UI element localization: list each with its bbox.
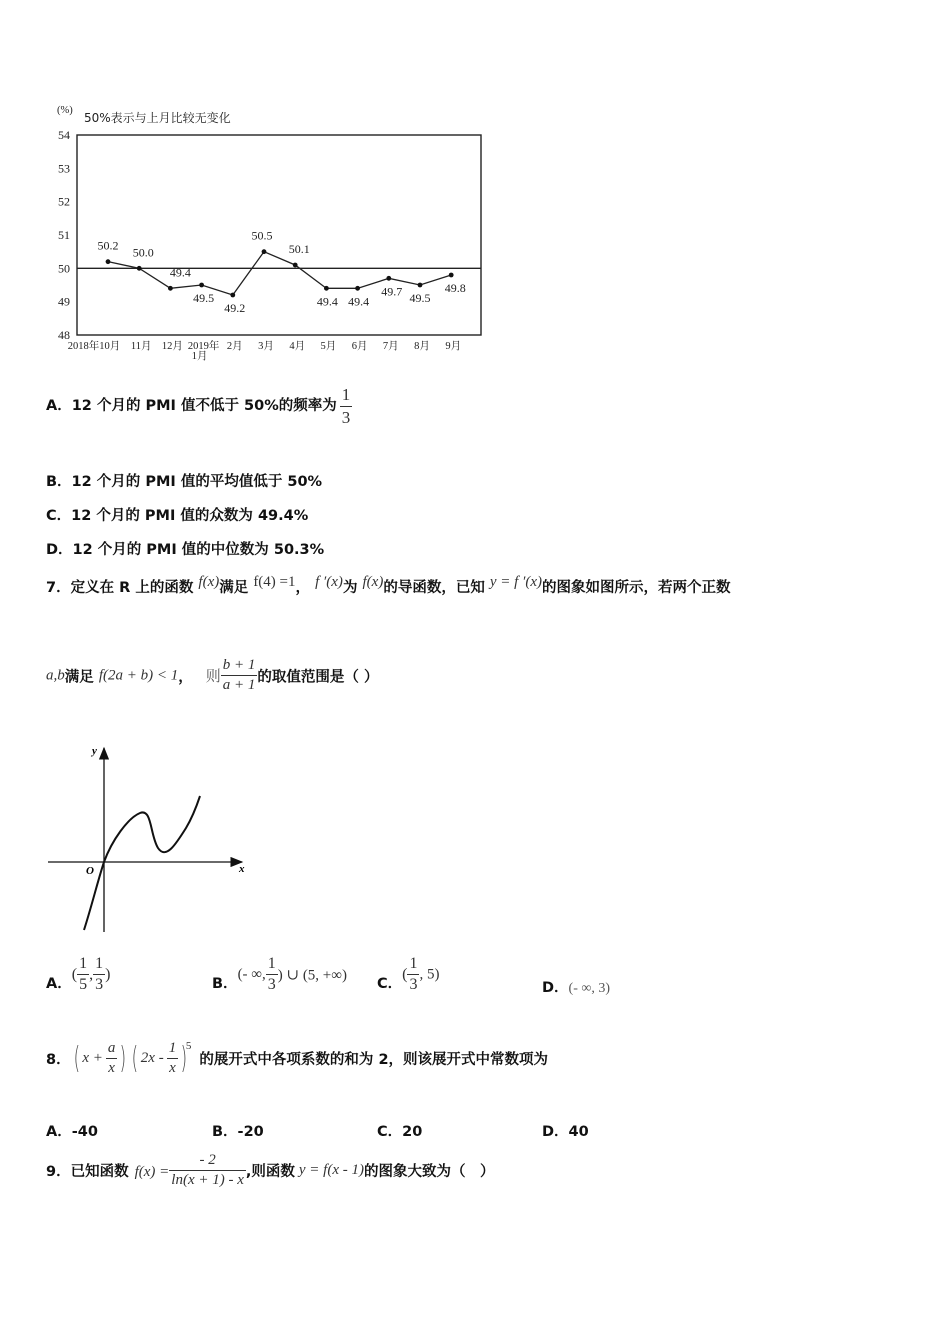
q8-option-d: D．40 [542, 1124, 589, 1140]
q7-option-c: C．( $\frac{1}{3}$ , 5) [377, 955, 440, 994]
x-tick-label: 5月 [320, 341, 337, 352]
y-tick-label: 52 [58, 194, 70, 209]
q9-function-fraction: $\frac{- 2}{\ln(x + 1) - x}$ [171, 1152, 244, 1189]
chart-plot-frame [77, 135, 481, 335]
y-axis-ticks [58, 128, 70, 342]
x-tick-label: 4月 [289, 341, 306, 352]
data-label: 49.4 [169, 265, 191, 280]
q6-option-b: B．12 个月的 PMI 值的平均值低于 50% [46, 474, 323, 490]
q7-option-d: D．(- ∞, 3) [542, 980, 611, 996]
q7-option-b: B．(- ∞, $\frac{1}{3}$ ) ∪ (5, +∞) [212, 955, 347, 994]
graph-y-label: y [92, 745, 97, 757]
q8-option-a: A．-40 [46, 1124, 98, 1140]
data-point [324, 286, 329, 291]
x-tick-label: 7月 [382, 341, 399, 352]
data-label: 50.0 [132, 245, 154, 260]
data-point [137, 266, 142, 271]
chart-note: 50%表示与上月比较无变化 [84, 111, 231, 125]
graph-x-label: x [239, 863, 245, 875]
data-point [262, 249, 267, 254]
data-point [386, 276, 391, 281]
x-tick-label: 11月 [130, 341, 152, 352]
q6-option-d: D．12 个月的 PMI 值的中位数为 50.3% [46, 542, 325, 558]
y-tick-label: 54 [58, 128, 70, 142]
q7-stem-line1: 7．定义在 R 上的函数 f(x)满足 f(4) =1， f ′(x)为 f(x)的导函数，已知 y = f ′(x)的图象如图所示，若两个正数 [46, 574, 731, 596]
q7-option-a: A．( $\frac{1}{5}$ , $\frac{1}{3}$ ) [46, 955, 111, 994]
y-tick-label: 53 [58, 161, 70, 176]
data-label: 49.5 [193, 291, 215, 305]
data-label: 49.4 [316, 294, 338, 309]
q7-stem-line2: a,b满足 f(2a + b) < 1， 则 $\frac{b + 1}{a + 1}$ 的取值范围是（ ） [46, 657, 379, 694]
q6-option-c: C．12 个月的 PMI 值的众数为 49.4% [46, 508, 309, 524]
data-label: 49.5 [409, 291, 431, 305]
data-label: 50.2 [97, 238, 119, 253]
q8-option-c: C．20 [377, 1124, 423, 1140]
q8-option-b: B．-20 [212, 1124, 264, 1140]
y-tick-label: 48 [58, 328, 70, 342]
q8-one-over-x: $\frac{1}{x}$ [168, 1040, 177, 1077]
data-point [293, 263, 298, 268]
graph-origin-label: O [86, 865, 94, 877]
q8-stem: 8． ( x + $\frac{a}{x}$ ) ( 2x - $\frac{1}{x}$ ) 5 的展开式中各项系数的和为 2，则该展开式中常数项为 [46, 1040, 549, 1077]
chart-unit-label: (%) [57, 105, 73, 116]
x-tick-label: 2019年 1月 [187, 341, 220, 362]
data-point [199, 283, 204, 288]
x-tick-label: 9月 [445, 341, 462, 352]
data-labels [98, 229, 466, 315]
data-label: 49.2 [224, 301, 246, 315]
q9-stem: 9．已知函数 f(x) = $\frac{- 2}{\ln(x + 1) - x}$ ,则函数 y = f(x - 1) 的图象大致为（ ） [46, 1152, 495, 1189]
x-tick-label: 2月 [226, 341, 243, 352]
q6-option-a [46, 385, 352, 427]
pmi-chart [40, 95, 500, 375]
x-tick-label: 6月 [351, 341, 368, 352]
derivative-curve [84, 796, 200, 930]
data-label: 50.5 [251, 228, 273, 243]
y-tick-label: 50 [58, 261, 70, 276]
data-label: 49.7 [381, 284, 403, 299]
x-axis-ticks [68, 339, 461, 362]
data-point [418, 283, 423, 288]
data-point [355, 286, 360, 291]
data-point [449, 273, 454, 278]
x-tick-label: 8月 [414, 341, 430, 352]
y-tick-label: 49 [58, 294, 70, 309]
x-tick-label: 12月 [161, 341, 183, 352]
data-label: 49.4 [348, 294, 370, 309]
q7-ratio-fraction: $\frac{b + 1}{a + 1}$ [222, 657, 256, 694]
data-point [230, 293, 235, 298]
x-tick-label: 3月 [258, 341, 274, 352]
x-tick-label: 2018年10月 [67, 341, 121, 352]
y-tick-label: 51 [58, 228, 70, 242]
data-point [106, 259, 111, 264]
q6-option-a-fraction: $\frac{1}{3}$ [341, 385, 351, 427]
data-point [168, 286, 173, 291]
q8-a-over-x: $\frac{a}{x}$ [107, 1040, 116, 1077]
q6-option-a-text: A．12 个月的 PMI 值不低于 50%的频率为 [46, 398, 337, 415]
data-label: 50.1 [288, 242, 310, 256]
derivative-graph [40, 740, 270, 940]
data-label: 49.8 [444, 281, 466, 295]
